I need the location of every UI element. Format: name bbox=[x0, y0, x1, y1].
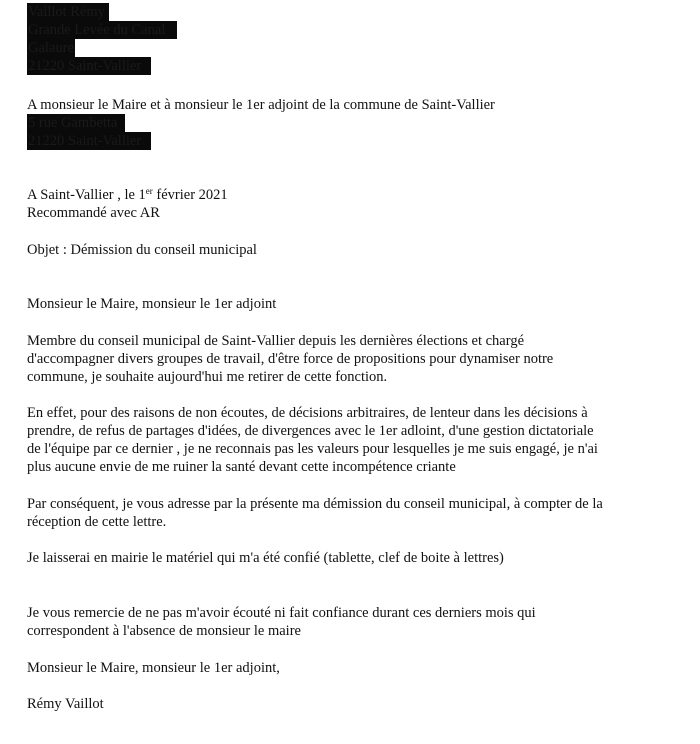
date-line: A Saint-Vallier , le 1er février 2021 bbox=[27, 186, 228, 203]
date-block bbox=[27, 186, 228, 222]
paragraph-3: Par conséquent, je vous adresse par la présente ma démission du conseil municipal, à compter de la réception de cette lettre. bbox=[27, 496, 603, 530]
signature-name: Rémy Vaillot bbox=[27, 696, 104, 712]
closing-line: Monsieur le Maire, monsieur le 1er adjoint, bbox=[27, 660, 280, 676]
subject-line: Objet : Démission du conseil municipal bbox=[27, 242, 257, 258]
recipient-heading: A monsieur le Maire et à monsieur le 1er adjoint de la commune de Saint-Vallier bbox=[27, 97, 495, 113]
recipient-street-redacted: 5 rue Gambetta bbox=[27, 114, 125, 132]
delivery-mode: Recommandé avec AR bbox=[27, 205, 160, 221]
sender-address bbox=[27, 3, 177, 75]
recipient-city-redacted: 21220 Saint-Vallier bbox=[27, 132, 151, 150]
paragraph-4: Je laisserai en mairie le matériel qui m'a été confié (tablette, clef de boite à lettres) bbox=[27, 550, 504, 566]
recipient-block bbox=[27, 96, 495, 150]
salutation: Monsieur le Maire, monsieur le 1er adjoint bbox=[27, 296, 277, 312]
sender-street-redacted: Grande Levée du Canal bbox=[27, 21, 177, 39]
paragraph-5: Je vous remercie de ne pas m'avoir écouté ni fait confiance durant ces derniers mois qui correspondent à l'absence de monsieur le maire bbox=[27, 605, 536, 639]
sender-locality-redacted: Galaure bbox=[28, 40, 74, 56]
paragraph-2: En effet, pour des raisons de non écoutes, de décisions arbitraires, de lenteur dans les décisions à prendre, de refus de partages d'idées, de divergences avec le 1er adloint, d'une gestion dictatoriale de l'équipe par ce dernier , je ne reconnais pas les valeurs pour lesquelles je me suis engagé, je n'ai plus aucune envie de me ruiner la santé devant cette incompétence criante bbox=[27, 405, 598, 475]
sender-city-redacted: 21220 Saint-Vallier bbox=[27, 57, 151, 75]
paragraph-1: Membre du conseil municipal de Saint-Vallier depuis les dernières élections et chargé d'accompagner divers groupes de travail, d'être force de propositions pour dynamiser notre commune, je souhaite aujourd'hui me retirer de cette fonction. bbox=[27, 333, 554, 385]
sender-name-redacted: Vaillot Rémy bbox=[27, 3, 109, 21]
